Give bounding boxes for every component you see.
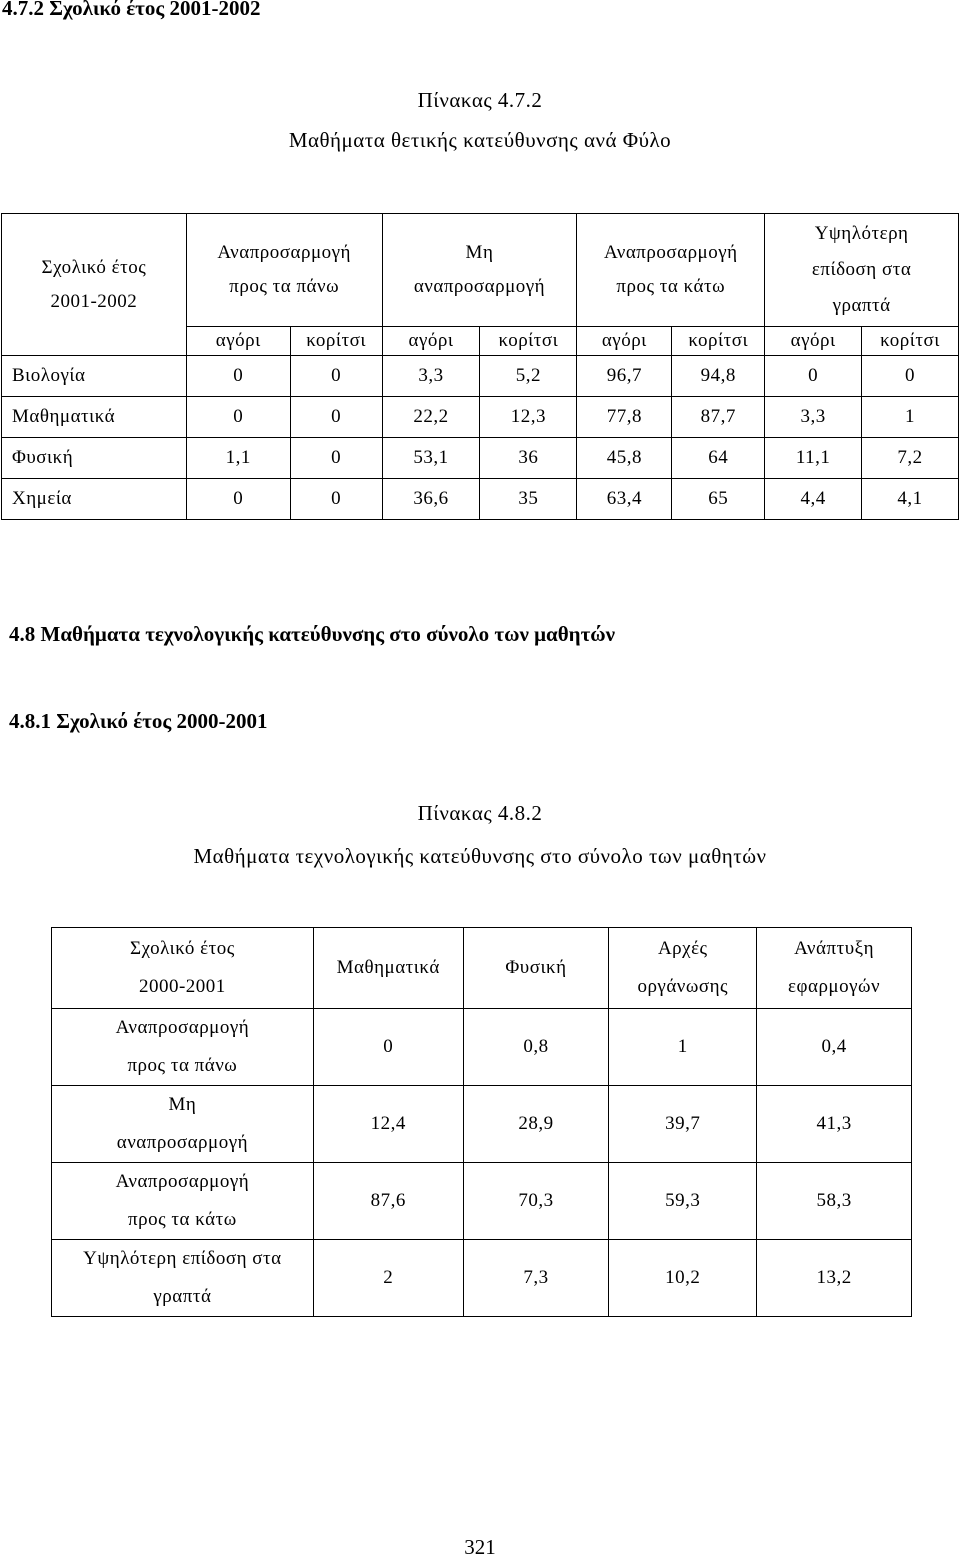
value-cell: 4,1 — [862, 479, 959, 520]
subheader-cell: αγόρι — [765, 327, 862, 356]
section-heading-4-7-2: 4.7.2 Σχολικό έτος 2001-2002 — [2, 0, 261, 20]
table-row — [2, 438, 959, 479]
group-line: επίδοση στα — [811, 259, 912, 280]
column-header-line: Αρχές — [657, 938, 708, 959]
corner-line: Σχολικό έτος — [130, 938, 235, 959]
value-cell: 0 — [186, 479, 290, 520]
row-label-line: Αναπροσαρμογή — [115, 1171, 250, 1192]
group-line: γραπτά — [832, 295, 891, 316]
section-heading-4-8-1: 4.8.1 Σχολικό έτος 2000-2001 — [9, 709, 268, 733]
section-heading-4-8: 4.8 Μαθήματα τεχνολογικής κατεύθυνσης στο σύνολο των μαθητών — [9, 622, 616, 646]
value-cell: 36 — [480, 438, 577, 479]
value-cell: 0 — [186, 356, 290, 397]
corner-line: 2001-2002 — [50, 290, 138, 312]
column-header — [313, 928, 463, 1009]
column-header-line: εφαρμογών — [788, 976, 881, 997]
group-line: αναπροσαρμογή — [413, 276, 546, 297]
value-cell: 3,3 — [382, 356, 480, 397]
value-cell: 0 — [290, 397, 382, 438]
table-row — [52, 1009, 912, 1086]
value-cell: 87,6 — [313, 1163, 463, 1240]
value-cell: 7,2 — [862, 438, 959, 479]
table-row — [52, 1240, 912, 1317]
group-header — [382, 214, 577, 327]
value-cell: 28,9 — [463, 1086, 609, 1163]
value-cell: 65 — [672, 479, 765, 520]
table2-title: Μαθήματα τεχνολογικής κατεύθυνσης στο σύνολο των μαθητών — [193, 844, 767, 868]
column-header-line: Φυσική — [505, 957, 567, 978]
subheader-cell: αγόρι — [577, 327, 672, 356]
value-cell: 96,7 — [577, 356, 672, 397]
value-cell: 0 — [186, 397, 290, 438]
row-label — [52, 1086, 314, 1163]
group-line: προς τα πάνω — [229, 276, 340, 297]
row-label-line: αναπροσαρμογή — [116, 1132, 249, 1153]
value-cell: 0,8 — [463, 1009, 609, 1086]
table-row — [2, 356, 959, 397]
value-cell: 12,4 — [313, 1086, 463, 1163]
row-label — [52, 1240, 314, 1317]
table-4-8-2 — [51, 927, 912, 1317]
table-row — [2, 479, 959, 520]
value-cell: 1 — [609, 1009, 757, 1086]
table-row — [52, 1163, 912, 1240]
value-cell: 0 — [290, 356, 382, 397]
table1-title: Μαθήματα θετικής κατεύθυνσης ανά Φύλο — [288, 128, 672, 152]
table1-number: Πίνακας 4.7.2 — [417, 88, 543, 112]
row-label-line: γραπτά — [153, 1286, 212, 1307]
row-label: Φυσική — [2, 438, 187, 479]
value-cell: 77,8 — [577, 397, 672, 438]
value-cell: 0 — [313, 1009, 463, 1086]
value-cell: 58,3 — [757, 1163, 912, 1240]
value-cell: 0,4 — [757, 1009, 912, 1086]
subheader-cell: κορίτσι — [672, 327, 765, 356]
group-line: Αναπροσαρμογή — [217, 242, 351, 263]
row-label-line: Μη — [168, 1094, 197, 1115]
value-cell: 53,1 — [382, 438, 480, 479]
value-cell: 0 — [290, 438, 382, 479]
column-header — [609, 928, 757, 1009]
value-cell: 2 — [313, 1240, 463, 1317]
group-header — [765, 214, 959, 327]
table-4-7-2 — [1, 213, 959, 520]
value-cell: 22,2 — [382, 397, 480, 438]
column-header — [463, 928, 609, 1009]
group-line: Υψηλότερη — [814, 223, 909, 244]
value-cell: 4,4 — [765, 479, 862, 520]
value-cell: 0 — [862, 356, 959, 397]
column-header — [757, 928, 912, 1009]
column-header-line: Ανάπτυξη — [794, 938, 875, 959]
value-cell: 12,3 — [480, 397, 577, 438]
value-cell: 94,8 — [672, 356, 765, 397]
row-label: Μαθηματικά — [2, 397, 187, 438]
value-cell: 45,8 — [577, 438, 672, 479]
value-cell: 5,2 — [480, 356, 577, 397]
group-line: προς τα κάτω — [616, 276, 726, 297]
table-row — [52, 1086, 912, 1163]
row-label: Βιολογία — [2, 356, 187, 397]
value-cell: 63,4 — [577, 479, 672, 520]
value-cell: 70,3 — [463, 1163, 609, 1240]
value-cell: 36,6 — [382, 479, 480, 520]
table1-corner-header — [2, 214, 187, 356]
value-cell: 35 — [480, 479, 577, 520]
value-cell: 87,7 — [672, 397, 765, 438]
subheader-cell: αγόρι — [382, 327, 480, 356]
corner-line: Σχολικό έτος — [41, 256, 147, 278]
table2-number: Πίνακας 4.8.2 — [417, 801, 543, 825]
row-label — [52, 1009, 314, 1086]
value-cell: 1,1 — [186, 438, 290, 479]
value-cell: 7,3 — [463, 1240, 609, 1317]
group-line: Αναπροσαρμογή — [603, 242, 738, 263]
row-label — [52, 1163, 314, 1240]
corner-line: 2000-2001 — [138, 976, 226, 997]
row-label-line: προς τα κάτω — [128, 1209, 237, 1230]
value-cell: 39,7 — [609, 1086, 757, 1163]
column-header-line: οργάνωσης — [637, 976, 729, 997]
row-label: Χημεία — [2, 479, 187, 520]
table-row — [2, 397, 959, 438]
value-cell: 1 — [862, 397, 959, 438]
subheader-cell: κορίτσι — [862, 327, 959, 356]
value-cell: 3,3 — [765, 397, 862, 438]
row-label-line: προς τα πάνω — [127, 1055, 238, 1076]
page-number: 321 — [464, 1535, 496, 1559]
value-cell: 13,2 — [757, 1240, 912, 1317]
subheader-cell: κορίτσι — [290, 327, 382, 356]
column-header-line: Μαθηματικά — [336, 957, 440, 978]
value-cell: 11,1 — [765, 438, 862, 479]
row-label-line: Αναπροσαρμογή — [115, 1017, 250, 1038]
table2-corner-header — [52, 928, 314, 1009]
value-cell: 41,3 — [757, 1086, 912, 1163]
value-cell: 59,3 — [609, 1163, 757, 1240]
value-cell: 0 — [290, 479, 382, 520]
row-label-line: Υψηλότερη επίδοση στα — [83, 1248, 282, 1269]
subheader-cell: αγόρι — [186, 327, 290, 356]
value-cell: 0 — [765, 356, 862, 397]
group-header — [186, 214, 382, 327]
subheader-cell: κορίτσι — [480, 327, 577, 356]
group-header — [577, 214, 765, 327]
group-line: Μη — [465, 242, 494, 263]
value-cell: 10,2 — [609, 1240, 757, 1317]
value-cell: 64 — [672, 438, 765, 479]
